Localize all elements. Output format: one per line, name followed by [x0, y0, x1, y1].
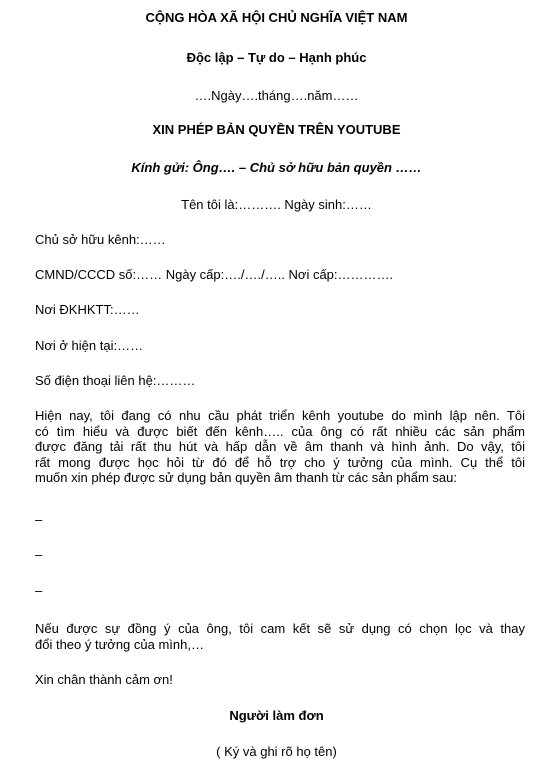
list-item: – [35, 547, 43, 562]
paragraph-line: có tìm hiểu và được biết đến kênh….. của ông có rất nhiều các sản phẩm [35, 423, 525, 439]
id-card-field: CMND/CCCD số:…… Ngày cấp:…./…./….. Nơi cấp:…………. [35, 267, 394, 282]
paragraph-line: Nếu được sự đồng ý của ông, tôi cam kết sẽ sử dụng có chọn lọc và thay [35, 621, 525, 636]
request-paragraph [35, 408, 525, 486]
paragraph-line: muốn xin phép được sử dụng bản quyền âm thanh từ các sản phẩm sau: [35, 470, 457, 486]
list-item: – [35, 583, 43, 598]
recipient-line: Kính gửi: Ông…. – Chủ sở hữu bản quyền …… [131, 160, 422, 175]
signature-note: ( Ký và ghi rõ họ tên) [216, 744, 337, 759]
registered-address-field: Nơi ĐKHKTT:…… [35, 302, 140, 317]
signature-label: Người làm đơn [229, 708, 324, 723]
channel-owner-field: Chủ sở hữu kênh:…… [35, 232, 166, 247]
current-address-field: Nơi ở hiện tại:…… [35, 338, 144, 353]
paragraph-line: được đăng tải rất thu hút và hấp dẫn về âm thanh và hình ảnh. Do vậy, tôi [35, 439, 525, 455]
motto: Độc lập – Tự do – Hạnh phúc [186, 50, 367, 65]
paragraph-line: đổi theo ý tưởng của mình,… [35, 636, 204, 652]
name-dob-field: Tên tôi là:………. Ngày sinh:…… [181, 197, 372, 212]
phone-field: Số điện thoại liên hệ:……… [35, 373, 196, 388]
thanks-line: Xin chân thành cảm ơn! [35, 672, 173, 687]
nation-header: CỘNG HÒA XÃ HỘI CHỦ NGHĨA VIỆT NAM [145, 10, 408, 25]
list-item: – [35, 512, 43, 527]
date-line: ….Ngày….tháng….năm…… [194, 88, 359, 103]
document-title: XIN PHÉP BẢN QUYỀN TRÊN YOUTUBE [152, 122, 401, 137]
commitment-paragraph [35, 621, 525, 652]
paragraph-line: Hiện nay, tôi đang có nhu cầu phát triển kênh youtube do mình lập nên. Tôi [35, 408, 525, 423]
paragraph-line: rất mong được học hỏi từ đó để hỗ trợ cho ý tưởng của mình. Cụ thể tôi [35, 454, 525, 470]
